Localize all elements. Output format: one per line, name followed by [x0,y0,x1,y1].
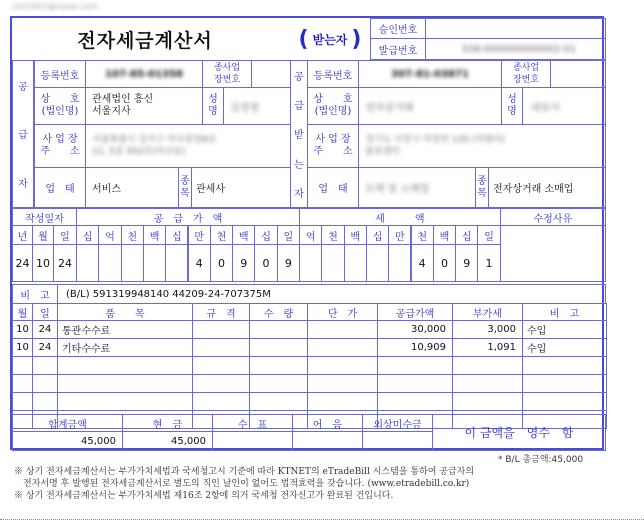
buyer-side-char: 받 [294,130,304,142]
items-header-cell: 부가세 [452,303,523,321]
items-cell: 3,000 [452,320,523,339]
items-cell [307,338,378,357]
amount-digit: 24 [53,244,77,282]
items-cell [452,356,523,375]
receiver-label: 받는자 [312,32,348,47]
left-paren-icon: ( [298,26,309,52]
supplier-biz-type-label: 업 태 [34,167,86,208]
items-cell [192,338,250,357]
items-cell [57,356,193,375]
supplier-sub-biz-value [251,60,291,88]
totals-value-cell [292,431,363,451]
revision-reason-header: 수정사유 [500,208,606,226]
receiver-tag [278,18,382,60]
footnote-3: ※ 상기 전자세금계산서는 부가가치세법 제16조 2항에 의거 국세청 전자신고가 완료된 건입니다. [14,491,394,501]
footnote-2: 전자서명 후 발행된 전자세금계산서로 별도의 직인 날인이 없어도 법적효력을 갖습니다. (www.etradebill.co.kr) [14,479,470,489]
email-address: cis13412@naver.com [12,2,99,11]
unit-label: 십 [366,225,389,245]
buyer-name-value [358,87,502,125]
amount-digit [98,244,121,282]
unit-label: 백 [143,225,166,245]
items-header-cell: 월 [12,303,33,321]
totals-value-cell [212,431,293,451]
supplier-name-label: 상 호 (법인명) [34,87,86,125]
buyer-addr-value [358,124,606,168]
unit-label: 억 [98,225,121,245]
items-cell [307,374,378,393]
items-header-cell: 비 고 [522,303,607,321]
items-cell [12,392,33,411]
amount-digit [388,244,411,282]
items-cell [377,392,453,411]
approval-no-label: 승인번호 [370,18,426,39]
totals-header-cell: 어 음 [292,414,363,432]
items-cell [192,374,250,393]
items-header-cell: 일 [32,303,58,321]
supply-amount-header: 공 급 가 액 [76,208,300,226]
items-cell: 24 [32,338,58,357]
amount-digit: 1 [477,244,500,282]
items-cell [32,374,58,393]
unit-label: 년 [12,225,33,245]
unit-label: 천 [210,225,233,245]
remark-label: 비 고 [12,284,58,304]
items-cell: 1,091 [452,338,523,357]
items-cell [57,374,193,393]
unit-label: 백 [344,225,367,245]
supplier-reg-no-label: 등록번호 [34,60,86,88]
buyer-ceo-text: 대표이 [531,102,560,114]
amount-digit [121,244,144,282]
buyer-side-char: 자 [294,188,304,200]
amount-digit: 4 [411,244,434,282]
totals-value-cell: 45,000 [12,431,123,451]
unit-label: 십 [455,225,478,245]
items-cell [32,392,58,411]
items-cell [377,356,453,375]
issue-no-value [425,38,606,60]
items-cell: 24 [32,320,58,339]
buyer-addr-text: 경기도 이천시 마장면 135 (덕평리) 물류센터 [365,135,505,157]
items-header-cell: 단 가 [307,303,378,321]
buyer-item-label: 종 목 [475,167,489,208]
items-cell [32,356,58,375]
unit-label: 천 [411,225,434,245]
items-header-cell: 수 량 [249,303,308,321]
unit-label: 만 [188,225,211,245]
date-header: 작성일자 [12,208,77,226]
items-cell: 10,909 [377,338,453,357]
amount-digit [76,244,99,282]
buyer-biz-type-value [358,167,476,208]
totals-header-cell: 합계금액 [12,414,123,432]
buyer-name-text: 전자상거래 [365,102,414,114]
supplier-side-char: 자 [18,179,28,191]
unit-label: 월 [32,225,54,245]
supplier-item-value: 관세사 [191,167,291,208]
amount-digit: 0 [210,244,233,282]
supplier-ceo-value [223,87,291,125]
unit-label: 일 [277,225,300,245]
items-cell [249,356,308,375]
supplier-reg-no-text: 107-85-01358 [105,68,183,80]
items-cell [249,392,308,411]
unit-label: 백 [232,225,255,245]
items-cell [452,374,523,393]
items-cell: 통관수수료 [57,320,193,339]
tax-amount-header: 세 액 [299,208,501,226]
right-paren-icon: ) [351,26,362,52]
unit-label: 만 [388,225,411,245]
buyer-ceo-label: 성 명 [501,87,523,125]
supplier-biz-type-value: 서비스 [85,167,179,208]
buyer-item-value: 전자상거래 소매업 [488,167,606,208]
items-cell [307,356,378,375]
items-cell [249,320,308,339]
supplier-ceo-text: 김정영 [230,102,259,114]
items-cell [522,374,607,393]
unit-label: 십 [76,225,99,245]
buyer-side-char: 공 [294,72,304,84]
issue-no-text: SSK-000000000002-01 [462,43,577,55]
invoice-title: 전자세금계산서 [77,29,213,52]
items-cell [249,338,308,357]
items-cell [452,392,523,411]
supplier-ceo-label: 성 명 [202,87,224,125]
buyer-reg-no-text: 307-81-03871 [391,68,469,80]
unit-label: 백 [433,225,456,245]
receipt-statement: 이 금액을 영수 함 [432,414,606,451]
totals-header-cell: 수 표 [212,414,293,432]
supplier-addr-label: 사 업 장 주 소 [34,124,86,168]
amount-digit [165,244,188,282]
items-cell: 10 [12,320,33,339]
items-cell: 10 [12,338,33,357]
items-cell [192,320,250,339]
totals-value-cell [362,431,433,451]
supplier-addr-text: 서울특별시 강서구 마곡중앙6로 11, 5층 502호(마곡동) [92,135,217,157]
unit-label: 십 [254,225,277,245]
items-cell: 수입 [522,338,607,357]
amount-digit: 0 [433,244,456,282]
amount-digit [299,244,322,282]
supplier-addr-value [85,124,291,168]
tax-invoice-form [10,16,604,450]
revision-reason-value [500,225,606,282]
supplier-item-label: 종 목 [178,167,192,208]
buyer-biz-type-text: 도매 및 소매업 [365,184,430,195]
amount-digit: 9 [277,244,300,282]
items-cell [12,356,33,375]
buyer-name-label: 상 호 (법인명) [307,87,359,125]
totals-value-cell: 45,000 [122,431,213,451]
bl-total: * B/L 총금액:45,000 [498,455,584,465]
items-cell [307,320,378,339]
buyer-ceo-value [522,87,606,125]
page-divider [0,519,644,520]
items-cell [307,392,378,411]
buyer-addr-label: 사 업 장 주 소 [307,124,359,168]
supplier-reg-no-value [85,60,203,88]
supplier-side-char: 급 [18,130,28,142]
buyer-sub-biz-label: 종사업 장번호 [501,60,551,88]
amount-digit: 0 [254,244,277,282]
approval-no-value [425,18,606,39]
supplier-side-char: 공 [18,81,28,93]
items-header-cell: 품 목 [57,303,193,321]
unit-label: 일 [477,225,500,245]
items-cell [377,374,453,393]
buyer-reg-no-value [358,60,502,88]
unit-label: 천 [321,225,344,245]
unit-label: 일 [53,225,77,245]
buyer-biz-type-label: 업 태 [307,167,359,208]
amount-digit: 10 [32,244,54,282]
totals-header-cell: 외상미수금 [362,414,433,432]
items-cell: 수입 [522,320,607,339]
footnote-1: ※ 상기 전자세금계산서는 부가가치세법과 국세청고시 기준에 따라 KTNET의 eTradeBill 시스템을 통하여 공급자의 [14,467,475,477]
remark-value: (B/L) 591319948140 44209-24-707375M [57,284,606,304]
amount-digit [143,244,166,282]
amount-digit [366,244,389,282]
items-cell: 30,000 [377,320,453,339]
items-cell [57,392,193,411]
supplier-name-value: 관세법인 흥신 서울지사 [85,87,203,125]
amount-digit [344,244,367,282]
items-cell [522,356,607,375]
items-cell [12,374,33,393]
amount-digit: 9 [455,244,478,282]
unit-label: 천 [121,225,144,245]
buyer-side-char: 는 [294,159,304,171]
items-header-cell: 규 격 [192,303,250,321]
totals-header-cell: 현 금 [122,414,213,432]
amount-digit: 24 [12,244,33,282]
items-cell [249,374,308,393]
supplier-sub-biz-label: 종사업 장번호 [202,60,252,88]
issue-no-label: 발급번호 [370,38,426,60]
items-cell [522,392,607,411]
items-cell [192,356,250,375]
items-cell [192,392,250,411]
invoice-title-area [12,18,278,60]
items-cell: 기타수수료 [57,338,193,357]
amount-digit [321,244,344,282]
amount-digit: 9 [232,244,255,282]
buyer-sub-biz-value [550,60,606,88]
unit-label: 십 [165,225,188,245]
items-header-cell: 공급가액 [377,303,453,321]
unit-label: 억 [299,225,322,245]
amount-digit: 4 [188,244,211,282]
buyer-reg-no-label: 등록번호 [307,60,359,88]
buyer-side-label [290,60,308,208]
supplier-side-label [12,60,34,208]
buyer-side-char: 급 [294,101,304,113]
